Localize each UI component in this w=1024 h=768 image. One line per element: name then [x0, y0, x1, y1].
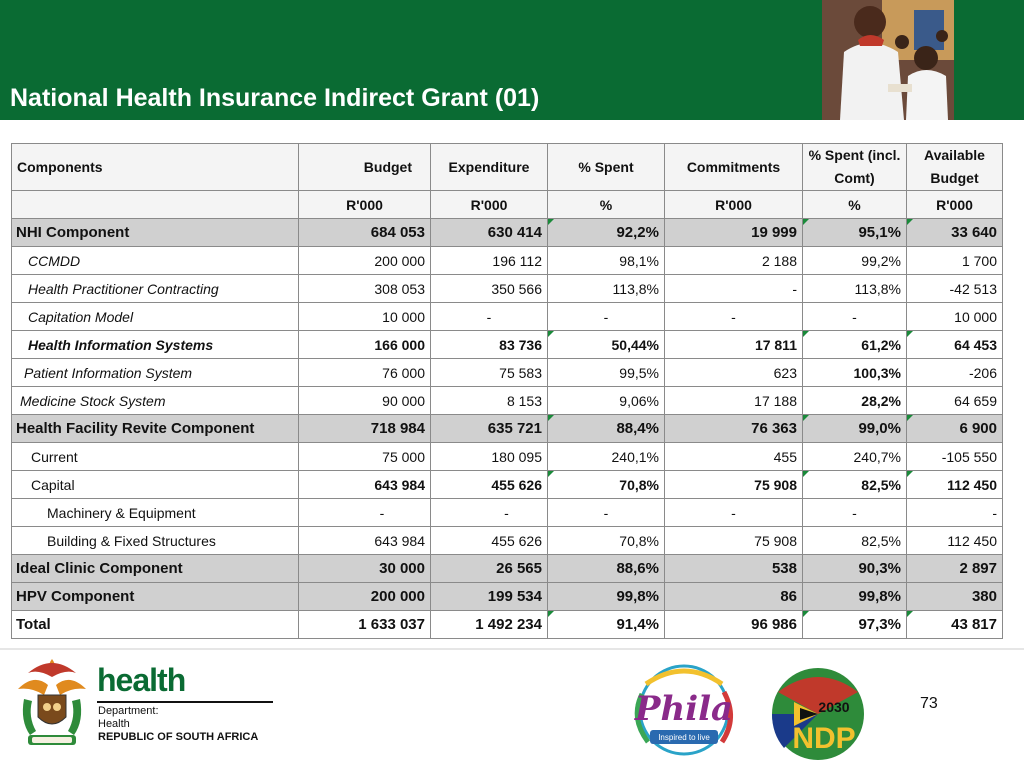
cell-commitments: -	[665, 275, 803, 303]
cell-expenditure: 455 626	[431, 471, 548, 499]
cell-pct-spent-incl: -	[803, 303, 907, 331]
units-row	[12, 191, 1003, 219]
row-label: Health Information Systems	[12, 331, 299, 359]
header-components: Components	[12, 144, 299, 191]
cell-commitments: 623	[665, 359, 803, 387]
cell-expenditure: 8 153	[431, 387, 548, 415]
table-row	[12, 555, 1003, 583]
cell-pct-spent: 70,8%	[548, 471, 665, 499]
cell-budget: 10 000	[299, 303, 431, 331]
cell-expenditure: 199 534	[431, 583, 548, 611]
cell-pct-spent: -	[548, 499, 665, 527]
cell-pct-spent-incl: 99,8%	[803, 583, 907, 611]
cell-commitments: -	[665, 303, 803, 331]
row-label: Total	[12, 611, 299, 639]
grant-table	[11, 143, 1003, 639]
cell-commitments: 538	[665, 555, 803, 583]
wordmark-underline	[97, 701, 273, 703]
footer-divider	[0, 648, 1024, 650]
cell-pct-spent-incl: 82,5%	[803, 527, 907, 555]
unit-cell: R'000	[907, 191, 1003, 219]
header-available-budget	[907, 144, 1003, 191]
header-pct-spent-incl-line1: % Spent (incl.	[808, 147, 901, 163]
page-title: National Health Insurance Indirect Grant (01)	[10, 84, 540, 112]
table-row	[12, 387, 1003, 415]
row-label: Machinery & Equipment	[12, 499, 299, 527]
cell-pct-spent-incl: 97,3%	[803, 611, 907, 639]
cell-expenditure: -	[431, 499, 548, 527]
cell-pct-spent: 88,4%	[548, 415, 665, 443]
table-row	[12, 443, 1003, 471]
header-budget: Budget	[299, 144, 431, 191]
cell-available: 6 900	[907, 415, 1003, 443]
phila-logo-text: Phila	[634, 689, 734, 729]
cell-budget: 200 000	[299, 583, 431, 611]
cell-expenditure: 26 565	[431, 555, 548, 583]
cell-pct-spent-incl: 28,2%	[803, 387, 907, 415]
row-label: Health Facility Revite Component	[12, 415, 299, 443]
header-commitments: Commitments	[665, 144, 803, 191]
cell-available: -	[907, 499, 1003, 527]
cell-expenditure: 75 583	[431, 359, 548, 387]
phila-tagline: Inspired to live	[658, 733, 710, 742]
cell-pct-spent-incl: 240,7%	[803, 443, 907, 471]
table-row	[12, 303, 1003, 331]
coat-of-arms-icon	[14, 655, 90, 749]
cell-commitments: 75 908	[665, 471, 803, 499]
cell-expenditure: 180 095	[431, 443, 548, 471]
table-row	[12, 359, 1003, 387]
cell-pct-spent-incl: 100,3%	[803, 359, 907, 387]
cell-pct-spent-incl: 82,5%	[803, 471, 907, 499]
cell-commitments: 17 188	[665, 387, 803, 415]
page-number: 73	[920, 695, 938, 712]
cell-expenditure: -	[431, 303, 548, 331]
header-pct-spent: % Spent	[548, 144, 665, 191]
cell-budget: 75 000	[299, 443, 431, 471]
department-label: Department:	[98, 705, 159, 717]
cell-commitments: 75 908	[665, 527, 803, 555]
cell-expenditure: 83 736	[431, 331, 548, 359]
row-label: NHI Component	[12, 219, 299, 247]
cell-commitments: 19 999	[665, 219, 803, 247]
cell-commitments: 455	[665, 443, 803, 471]
row-label: Building & Fixed Structures	[12, 527, 299, 555]
cell-available: 33 640	[907, 219, 1003, 247]
cell-pct-spent: 99,8%	[548, 583, 665, 611]
cell-pct-spent: 70,8%	[548, 527, 665, 555]
cell-pct-spent: 92,2%	[548, 219, 665, 247]
unit-cell: %	[803, 191, 907, 219]
cell-pct-spent-incl: 61,2%	[803, 331, 907, 359]
cell-budget: 1 633 037	[299, 611, 431, 639]
cell-commitments: 96 986	[665, 611, 803, 639]
row-label: Patient Information System	[12, 359, 299, 387]
unit-cell: R'000	[665, 191, 803, 219]
cell-available: 112 450	[907, 471, 1003, 499]
cell-expenditure: 196 112	[431, 247, 548, 275]
header-expenditure: Expenditure	[431, 144, 548, 191]
cell-budget: 684 053	[299, 219, 431, 247]
cell-pct-spent: 240,1%	[548, 443, 665, 471]
cell-pct-spent: -	[548, 303, 665, 331]
health-wordmark: health	[97, 662, 186, 698]
header-row	[12, 144, 1003, 191]
cell-expenditure: 630 414	[431, 219, 548, 247]
unit-cell: R'000	[299, 191, 431, 219]
cell-budget: 308 053	[299, 275, 431, 303]
cell-available: 64 659	[907, 387, 1003, 415]
table-row	[12, 583, 1003, 611]
cell-pct-spent: 99,5%	[548, 359, 665, 387]
cell-available: -42 513	[907, 275, 1003, 303]
row-label: Health Practitioner Contracting	[12, 275, 299, 303]
cell-commitments: -	[665, 499, 803, 527]
cell-available: 43 817	[907, 611, 1003, 639]
table-row	[12, 331, 1003, 359]
cell-pct-spent-incl: 113,8%	[803, 275, 907, 303]
cell-commitments: 86	[665, 583, 803, 611]
row-label: Medicine Stock System	[12, 387, 299, 415]
cell-pct-spent-incl: 95,1%	[803, 219, 907, 247]
table-row	[12, 499, 1003, 527]
unit-cell: R'000	[431, 191, 548, 219]
cell-pct-spent: 98,1%	[548, 247, 665, 275]
cell-available: 10 000	[907, 303, 1003, 331]
row-label: CCMDD	[12, 247, 299, 275]
cell-pct-spent: 91,4%	[548, 611, 665, 639]
cell-pct-spent-incl: 99,0%	[803, 415, 907, 443]
department-name: Health	[98, 718, 130, 730]
cell-expenditure: 455 626	[431, 527, 548, 555]
cell-budget: 718 984	[299, 415, 431, 443]
phila-logo-icon	[626, 662, 746, 758]
row-label: HPV Component	[12, 583, 299, 611]
cell-budget: 90 000	[299, 387, 431, 415]
ndp-text: NDP	[792, 722, 856, 755]
unit-cell: %	[548, 191, 665, 219]
unit-cell	[12, 191, 299, 219]
cell-commitments: 2 188	[665, 247, 803, 275]
header-pct-spent-incl-line2: Comt)	[834, 170, 875, 186]
cell-pct-spent: 113,8%	[548, 275, 665, 303]
cell-budget: 643 984	[299, 471, 431, 499]
header-pct-spent-incl	[803, 144, 907, 191]
cell-pct-spent-incl: -	[803, 499, 907, 527]
table-row	[12, 527, 1003, 555]
cell-available: 112 450	[907, 527, 1003, 555]
table-row-total	[12, 611, 1003, 639]
cell-available: -206	[907, 359, 1003, 387]
cell-available: 64 453	[907, 331, 1003, 359]
cell-budget: -	[299, 499, 431, 527]
header-available-line2: Budget	[930, 170, 979, 186]
cell-budget: 76 000	[299, 359, 431, 387]
ndp-2030-logo-icon	[764, 662, 872, 762]
cell-commitments: 76 363	[665, 415, 803, 443]
cell-available: 2 897	[907, 555, 1003, 583]
cell-available: 380	[907, 583, 1003, 611]
cell-pct-spent-incl: 90,3%	[803, 555, 907, 583]
cell-budget: 643 984	[299, 527, 431, 555]
cell-pct-spent-incl: 99,2%	[803, 247, 907, 275]
table-row	[12, 275, 1003, 303]
table-row	[12, 415, 1003, 443]
cell-commitments: 17 811	[665, 331, 803, 359]
cell-budget: 30 000	[299, 555, 431, 583]
cell-pct-spent: 88,6%	[548, 555, 665, 583]
cell-available: -105 550	[907, 443, 1003, 471]
row-label: Ideal Clinic Component	[12, 555, 299, 583]
header-available-line1: Available	[924, 147, 985, 163]
row-label: Capital	[12, 471, 299, 499]
table-row	[12, 471, 1003, 499]
cell-pct-spent: 50,44%	[548, 331, 665, 359]
cell-expenditure: 1 492 234	[431, 611, 548, 639]
cell-pct-spent: 9,06%	[548, 387, 665, 415]
country-name: REPUBLIC OF SOUTH AFRICA	[98, 731, 259, 743]
cell-budget: 166 000	[299, 331, 431, 359]
row-label: Capitation Model	[12, 303, 299, 331]
table-row	[12, 247, 1003, 275]
cell-budget: 200 000	[299, 247, 431, 275]
header-photo	[822, 0, 954, 120]
row-label: Current	[12, 443, 299, 471]
table-row	[12, 219, 1003, 247]
cell-expenditure: 635 721	[431, 415, 548, 443]
cell-expenditure: 350 566	[431, 275, 548, 303]
cell-available: 1 700	[907, 247, 1003, 275]
ndp-year: 2030	[818, 699, 850, 715]
